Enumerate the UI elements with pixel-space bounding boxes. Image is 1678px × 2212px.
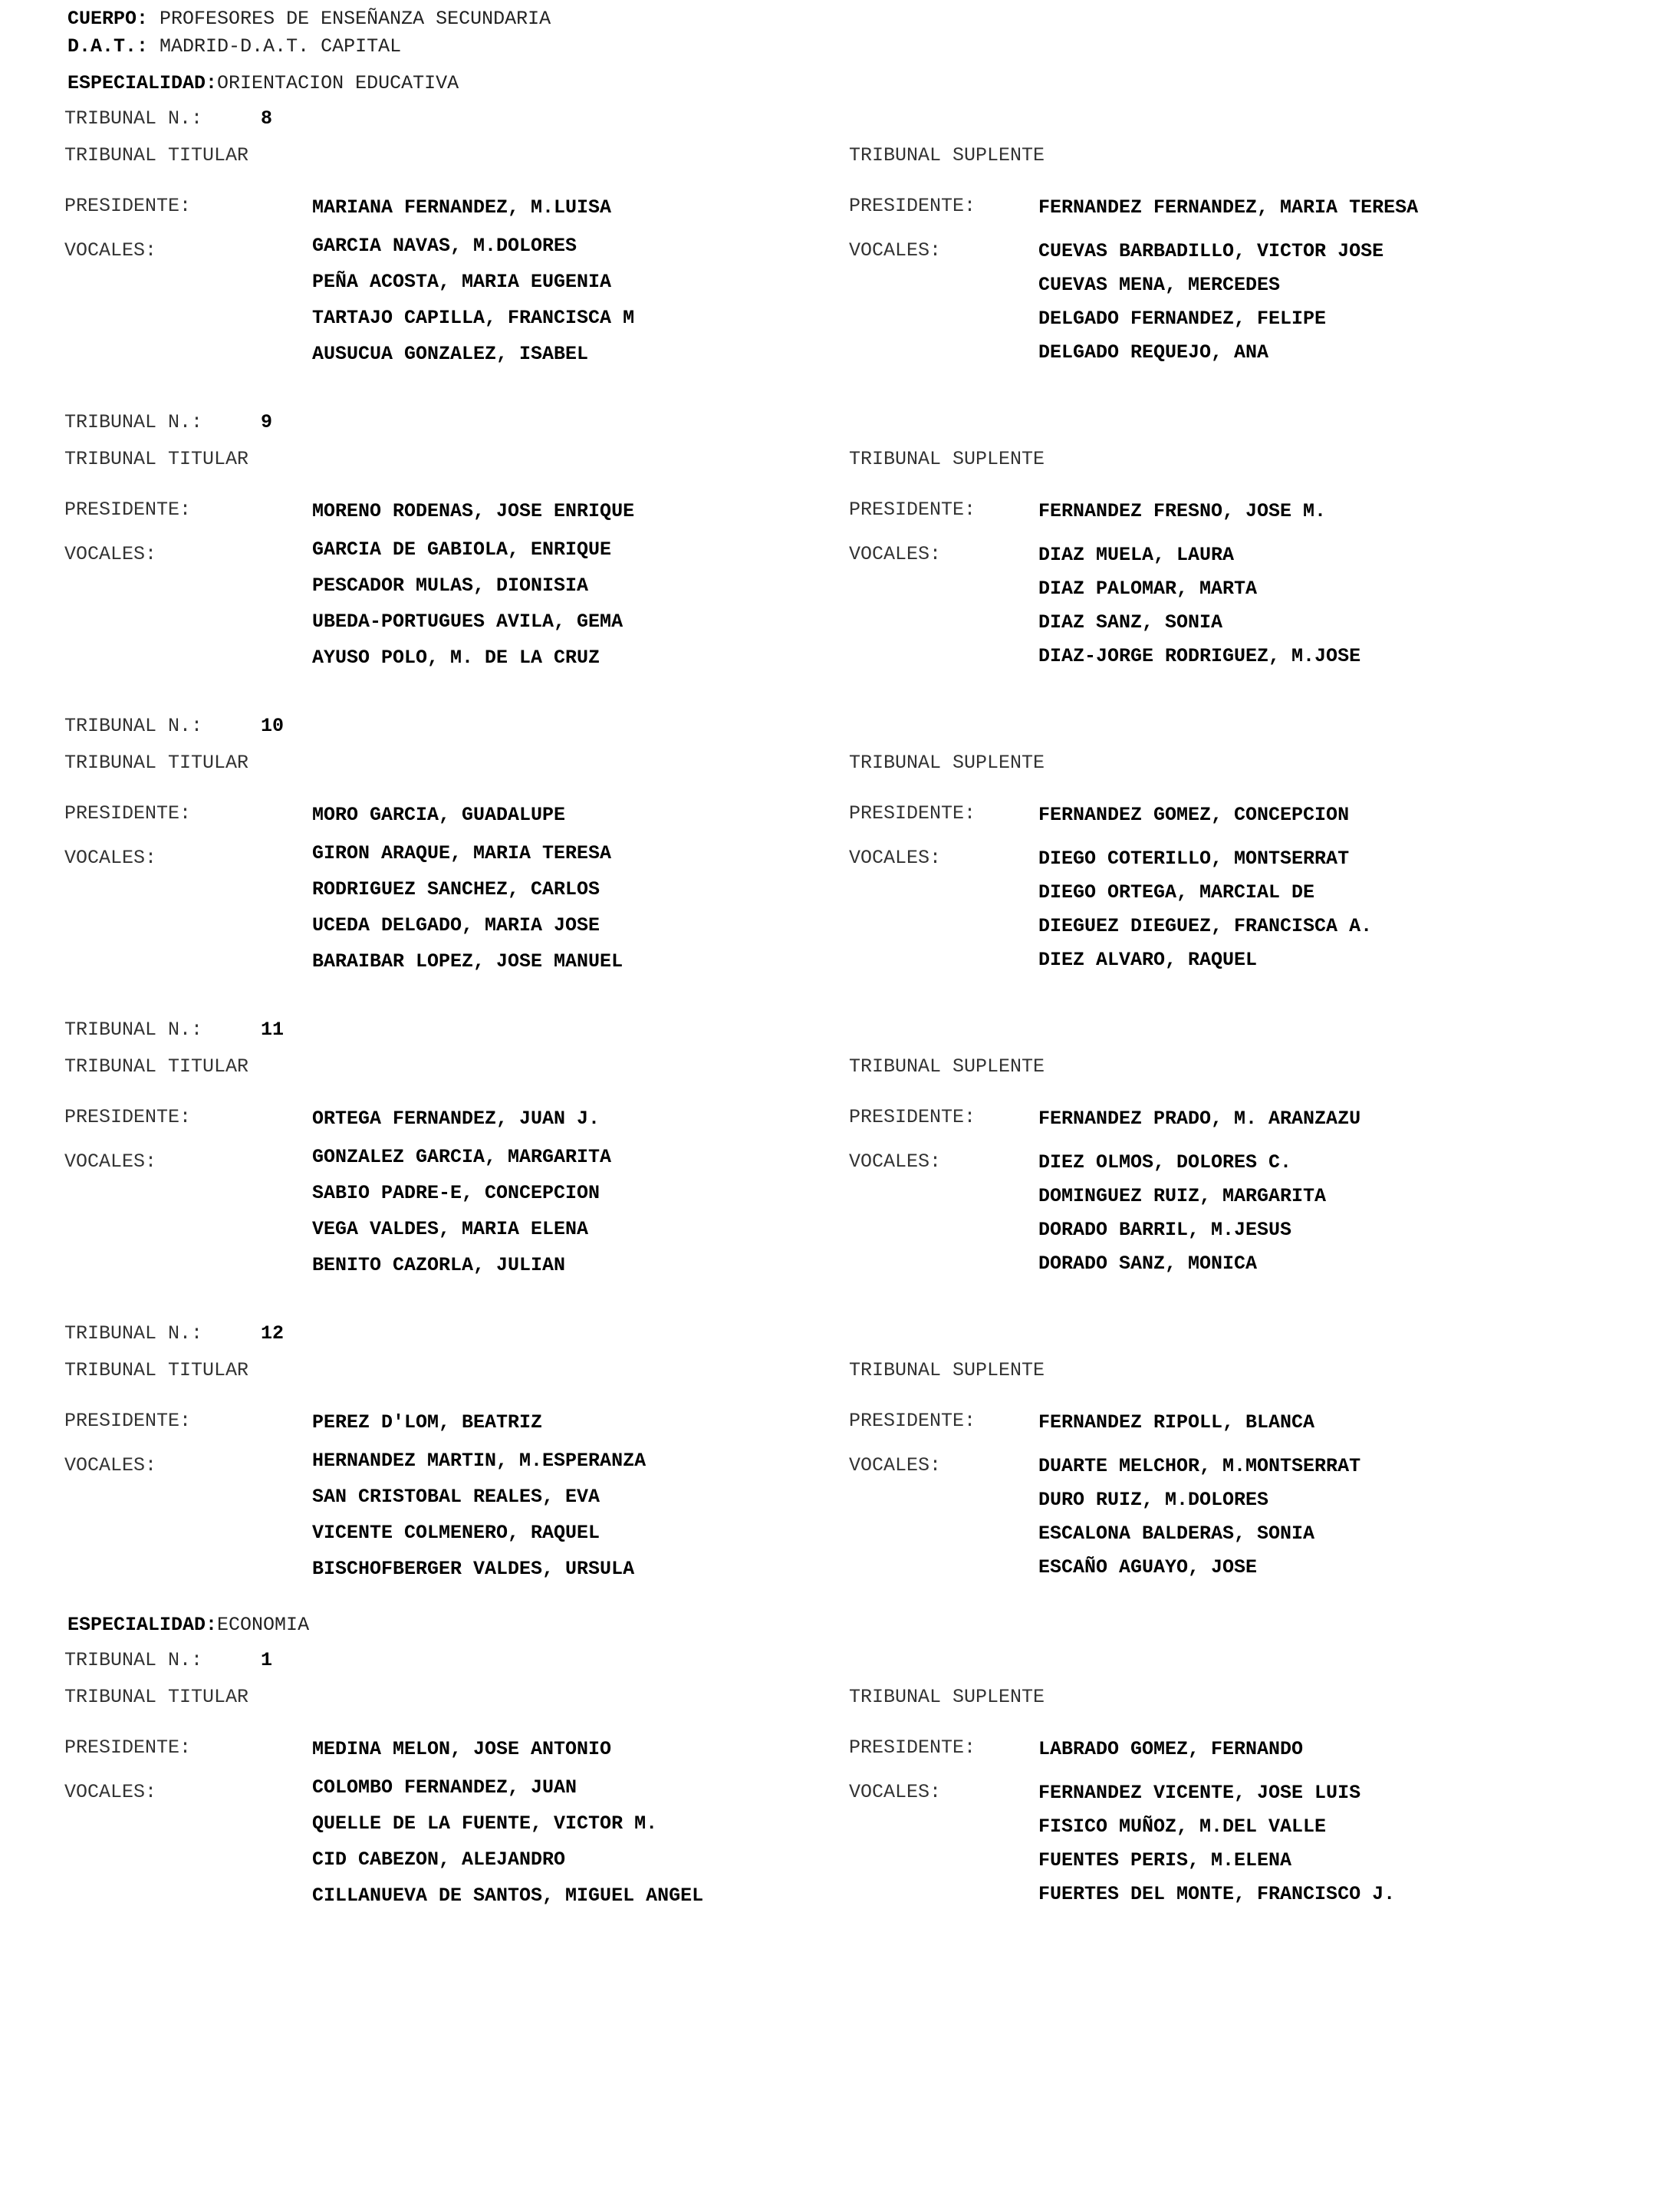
suplente-vocales-label: VOCALES:	[849, 1781, 942, 1803]
tribunal-titular-heading: TRIBUNAL TITULAR	[64, 448, 249, 470]
tribunal-suplente-heading: TRIBUNAL SUPLENTE	[849, 752, 1045, 774]
tribunal-number-label: TRIBUNAL N.:	[64, 1649, 203, 1671]
tribunal-number: 1	[261, 1649, 273, 1671]
titular-vocal-name: QUELLE DE LA FUENTE, VICTOR M.	[312, 1812, 658, 1835]
suplente-vocal-name: DELGADO FERNANDEZ, FELIPE	[1038, 308, 1327, 330]
suplente-vocal-name: DIEZ ALVARO, RAQUEL	[1038, 949, 1258, 971]
tribunal-number-label: TRIBUNAL N.:	[64, 411, 203, 433]
tribunal-titular-heading: TRIBUNAL TITULAR	[64, 1686, 249, 1708]
titular-vocal-name: VEGA VALDES, MARIA ELENA	[312, 1218, 589, 1240]
titular-vocal-name: HERNANDEZ MARTIN, M.ESPERANZA	[312, 1450, 647, 1472]
titular-vocales-label: VOCALES:	[64, 239, 157, 262]
titular-presidente-label: PRESIDENTE:	[64, 1736, 192, 1759]
titular-presidente-name: MORENO RODENAS, JOSE ENRIQUE	[312, 500, 635, 522]
suplente-vocal-name: DUARTE MELCHOR, M.MONTSERRAT	[1038, 1455, 1361, 1477]
titular-presidente-label: PRESIDENTE:	[64, 195, 192, 217]
titular-vocal-name: BARAIBAR LOPEZ, JOSE MANUEL	[312, 950, 623, 973]
suplente-vocal-name: DIAZ MUELA, LAURA	[1038, 544, 1235, 566]
dat-label: D.A.T.:	[67, 35, 149, 58]
suplente-vocal-name: ESCALONA BALDERAS, SONIA	[1038, 1522, 1315, 1545]
titular-vocal-name: GONZALEZ GARCIA, MARGARITA	[312, 1146, 612, 1168]
titular-vocal-name: SABIO PADRE-E, CONCEPCION	[312, 1182, 600, 1204]
especialidad-value: ECONOMIA	[217, 1614, 310, 1636]
tribunal-number: 9	[261, 411, 273, 433]
titular-vocal-name: UBEDA-PORTUGUES AVILA, GEMA	[312, 611, 623, 633]
suplente-presidente-label: PRESIDENTE:	[849, 195, 976, 217]
suplente-presidente-name: FERNANDEZ PRADO, M. ARANZAZU	[1038, 1108, 1361, 1130]
tribunal-titular-heading: TRIBUNAL TITULAR	[64, 1359, 249, 1381]
suplente-presidente-name: FERNANDEZ GOMEZ, CONCEPCION	[1038, 804, 1350, 826]
tribunal-suplente-heading: TRIBUNAL SUPLENTE	[849, 1686, 1045, 1708]
titular-vocal-name: VICENTE COLMENERO, RAQUEL	[312, 1522, 600, 1544]
titular-presidente-label: PRESIDENTE:	[64, 499, 192, 521]
suplente-presidente-label: PRESIDENTE:	[849, 1410, 976, 1432]
suplente-presidente-name: FERNANDEZ RIPOLL, BLANCA	[1038, 1411, 1315, 1434]
titular-vocal-name: AYUSO POLO, M. DE LA CRUZ	[312, 647, 600, 669]
suplente-vocal-name: DIAZ SANZ, SONIA	[1038, 611, 1223, 634]
titular-vocal-name: BENITO CAZORLA, JULIAN	[312, 1254, 566, 1276]
dat-value: MADRID-D.A.T. CAPITAL	[160, 35, 402, 58]
titular-presidente-name: MARIANA FERNANDEZ, M.LUISA	[312, 196, 612, 219]
titular-vocal-name: GIRON ARAQUE, MARIA TERESA	[312, 842, 612, 864]
titular-vocal-name: CID CABEZON, ALEJANDRO	[312, 1848, 566, 1871]
tribunal-number: 10	[261, 715, 285, 737]
titular-vocales-label: VOCALES:	[64, 543, 157, 565]
titular-presidente-name: MEDINA MELON, JOSE ANTONIO	[312, 1738, 612, 1760]
suplente-vocales-label: VOCALES:	[849, 239, 942, 262]
titular-presidente-label: PRESIDENTE:	[64, 1410, 192, 1432]
suplente-vocal-name: FUENTES PERIS, M.ELENA	[1038, 1849, 1292, 1871]
cuerpo-label: CUERPO:	[67, 8, 149, 30]
titular-vocal-name: RODRIGUEZ SANCHEZ, CARLOS	[312, 878, 600, 900]
titular-vocal-name: BISCHOFBERGER VALDES, URSULA	[312, 1558, 635, 1580]
titular-vocales-label: VOCALES:	[64, 847, 157, 869]
titular-vocal-name: GARCIA NAVAS, M.DOLORES	[312, 235, 577, 257]
titular-vocal-name: TARTAJO CAPILLA, FRANCISCA M	[312, 307, 635, 329]
especialidad-label: ESPECIALIDAD:	[67, 72, 218, 94]
tribunal-suplente-heading: TRIBUNAL SUPLENTE	[849, 1055, 1045, 1078]
suplente-vocal-name: DELGADO REQUEJO, ANA	[1038, 341, 1269, 364]
tribunal-suplente-heading: TRIBUNAL SUPLENTE	[849, 448, 1045, 470]
tribunal-number-label: TRIBUNAL N.:	[64, 1019, 203, 1041]
suplente-vocales-label: VOCALES:	[849, 543, 942, 565]
tribunal-number-label: TRIBUNAL N.:	[64, 1322, 203, 1345]
suplente-presidente-name: FERNANDEZ FRESNO, JOSE M.	[1038, 500, 1327, 522]
titular-presidente-label: PRESIDENTE:	[64, 802, 192, 825]
suplente-presidente-label: PRESIDENTE:	[849, 499, 976, 521]
suplente-presidente-label: PRESIDENTE:	[849, 1106, 976, 1128]
titular-vocales-label: VOCALES:	[64, 1454, 157, 1476]
suplente-presidente-name: FERNANDEZ FERNANDEZ, MARIA TERESA	[1038, 196, 1419, 219]
especialidad-line	[67, 74, 459, 93]
suplente-vocal-name: DIEGO COTERILLO, MONTSERRAT	[1038, 848, 1350, 870]
tribunal-titular-heading: TRIBUNAL TITULAR	[64, 144, 249, 166]
suplente-vocal-name: DOMINGUEZ RUIZ, MARGARITA	[1038, 1185, 1327, 1207]
tribunal-number-label: TRIBUNAL N.:	[64, 107, 203, 130]
suplente-vocal-name: DIEGUEZ DIEGUEZ, FRANCISCA A.	[1038, 915, 1373, 937]
titular-presidente-name: PEREZ D'LOM, BEATRIZ	[312, 1411, 543, 1434]
titular-presidente-name: MORO GARCIA, GUADALUPE	[312, 804, 566, 826]
suplente-vocal-name: ESCAÑO AGUAYO, JOSE	[1038, 1556, 1258, 1578]
tribunal-titular-heading: TRIBUNAL TITULAR	[64, 1055, 249, 1078]
titular-vocal-name: PEÑA ACOSTA, MARIA EUGENIA	[312, 271, 612, 293]
suplente-vocal-name: CUEVAS BARBADILLO, VICTOR JOSE	[1038, 240, 1384, 262]
tribunal-number-label: TRIBUNAL N.:	[64, 715, 203, 737]
titular-vocal-name: GARCIA DE GABIOLA, ENRIQUE	[312, 538, 612, 561]
suplente-vocal-name: FISICO MUÑOZ, M.DEL VALLE	[1038, 1815, 1327, 1838]
titular-vocal-name: PESCADOR MULAS, DIONISIA	[312, 574, 589, 597]
tribunal-number: 12	[261, 1322, 285, 1345]
suplente-presidente-name: LABRADO GOMEZ, FERNANDO	[1038, 1738, 1304, 1760]
titular-vocal-name: UCEDA DELGADO, MARIA JOSE	[312, 914, 600, 936]
suplente-vocales-label: VOCALES:	[849, 1454, 942, 1476]
titular-presidente-label: PRESIDENTE:	[64, 1106, 192, 1128]
suplente-vocal-name: DIAZ PALOMAR, MARTA	[1038, 578, 1258, 600]
tribunal-suplente-heading: TRIBUNAL SUPLENTE	[849, 144, 1045, 166]
suplente-vocal-name: FERNANDEZ VICENTE, JOSE LUIS	[1038, 1782, 1361, 1804]
suplente-vocal-name: DURO RUIZ, M.DOLORES	[1038, 1489, 1269, 1511]
tribunal-number: 11	[261, 1019, 285, 1041]
titular-presidente-name: ORTEGA FERNANDEZ, JUAN J.	[312, 1108, 600, 1130]
titular-vocales-label: VOCALES:	[64, 1781, 157, 1803]
cuerpo-value: PROFESORES DE ENSEÑANZA SECUNDARIA	[160, 8, 551, 30]
suplente-presidente-label: PRESIDENTE:	[849, 1736, 976, 1759]
suplente-vocal-name: DORADO BARRIL, M.JESUS	[1038, 1219, 1292, 1241]
suplente-vocales-label: VOCALES:	[849, 1150, 942, 1173]
suplente-vocal-name: DIEZ OLMOS, DOLORES C.	[1038, 1151, 1292, 1173]
titular-vocal-name: AUSUCUA GONZALEZ, ISABEL	[312, 343, 589, 365]
cuerpo-line	[67, 9, 551, 28]
especialidad-label: ESPECIALIDAD:	[67, 1614, 218, 1636]
tribunal-number: 8	[261, 107, 273, 130]
suplente-vocal-name: DIEGO ORTEGA, MARCIAL DE	[1038, 881, 1315, 904]
suplente-vocal-name: CUEVAS MENA, MERCEDES	[1038, 274, 1281, 296]
tribunal-titular-heading: TRIBUNAL TITULAR	[64, 752, 249, 774]
suplente-vocal-name: FUERTES DEL MONTE, FRANCISCO J.	[1038, 1883, 1396, 1905]
dat-line	[67, 37, 401, 56]
titular-vocal-name: SAN CRISTOBAL REALES, EVA	[312, 1486, 600, 1508]
suplente-presidente-label: PRESIDENTE:	[849, 802, 976, 825]
titular-vocal-name: CILLANUEVA DE SANTOS, MIGUEL ANGEL	[312, 1884, 704, 1907]
suplente-vocal-name: DIAZ-JORGE RODRIGUEZ, M.JOSE	[1038, 645, 1361, 667]
titular-vocal-name: COLOMBO FERNANDEZ, JUAN	[312, 1776, 577, 1799]
especialidad-line	[67, 1615, 309, 1634]
titular-vocales-label: VOCALES:	[64, 1150, 157, 1173]
suplente-vocal-name: DORADO SANZ, MONICA	[1038, 1252, 1258, 1275]
tribunal-suplente-heading: TRIBUNAL SUPLENTE	[849, 1359, 1045, 1381]
especialidad-value: ORIENTACION EDUCATIVA	[217, 72, 459, 94]
suplente-vocales-label: VOCALES:	[849, 847, 942, 869]
